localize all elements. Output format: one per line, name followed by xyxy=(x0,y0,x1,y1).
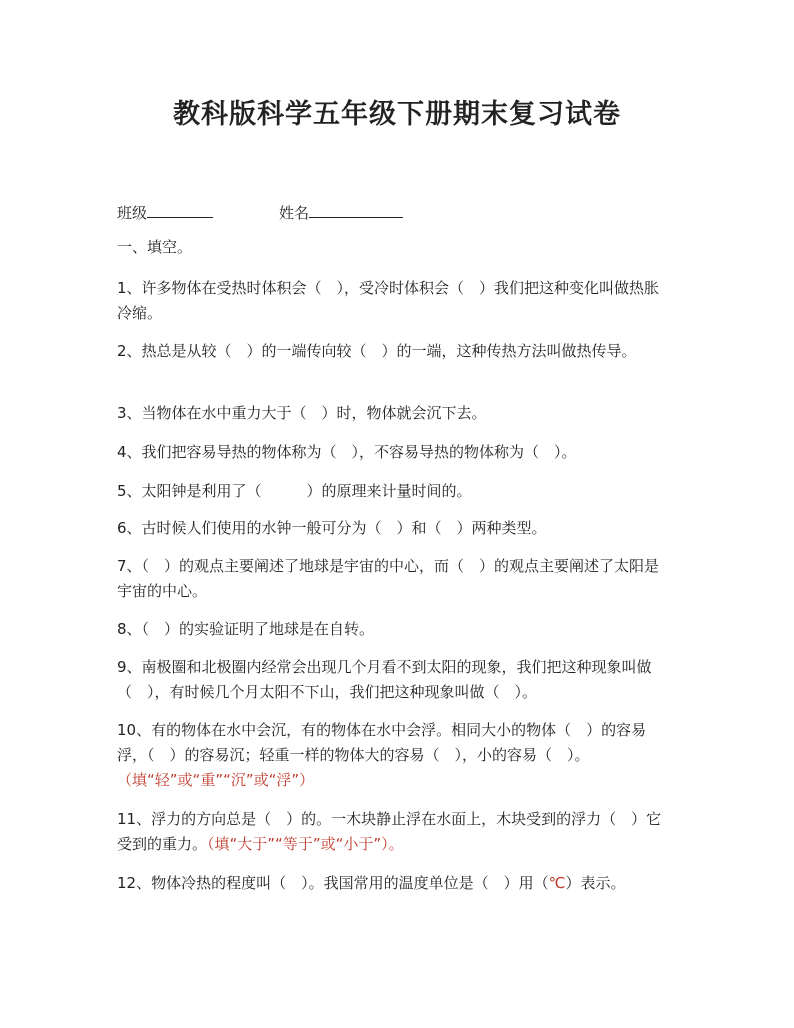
question-text: 11、浮力的方向总是（ ）的。一木块静止浮在水面上，木块受到的浮力（ ）它受到的重力。 xyxy=(117,810,662,853)
question-text: 9、南极圈和北极圈内经常会出现几个月看不到太阳的现象，我们把这种现象叫做（ ），有时候几个月太阳不下山，我们把这种现象叫做（ ）。 xyxy=(117,658,652,701)
question-2 xyxy=(117,339,673,364)
question-1 xyxy=(117,276,673,326)
question-3 xyxy=(117,401,673,426)
question-7 xyxy=(117,554,673,604)
name-label: 姓名 xyxy=(279,204,310,222)
question-text: 2、热总是从较（ ）的一端传向较（ ）的一端，这种传热方法叫做热传导。 xyxy=(117,342,637,360)
question-text: 12、物体冷热的程度叫（ ）。我国常用的温度单位是（ ）用（ xyxy=(117,874,549,892)
question-8 xyxy=(117,617,673,642)
question-12 xyxy=(117,871,673,896)
question-5 xyxy=(117,479,673,504)
question-text: 4、我们把容易导热的物体称为（ ），不容易导热的物体称为（ ）。 xyxy=(117,443,577,461)
question-text: 6、古时候人们使用的水钟一般可分为（ ）和（ ）两种类型。 xyxy=(117,519,547,537)
question-4 xyxy=(117,440,673,465)
question-text: 5、太阳钟是利用了（ ）的原理来计量时间的。 xyxy=(117,482,472,500)
student-info-row xyxy=(117,201,403,224)
class-label: 班级 xyxy=(117,204,148,222)
question-11 xyxy=(117,807,673,857)
temperature-unit: ℃ xyxy=(548,874,566,892)
class-blank-line[interactable] xyxy=(147,201,213,218)
question-text: 7、（ ）的观点主要阐述了地球是宇宙的中心，而（ ）的观点主要阐述了太阳是宇宙的中心。 xyxy=(117,557,660,600)
question-6 xyxy=(117,516,673,541)
question-hint: （填“轻”或“重”“沉”或“浮”） xyxy=(117,771,315,789)
page-title: 教科版科学五年级下册期末复习试卷 xyxy=(173,99,621,130)
question-hint: （填“大于”“等于”或“小于”）。 xyxy=(207,835,404,853)
question-text: 1、许多物体在受热时体积会（ ），受冷时体积会（ ）我们把这种变化叫做热胀冷缩。 xyxy=(117,279,660,322)
question-text-end: ）表示。 xyxy=(565,874,626,892)
name-blank-line[interactable] xyxy=(309,201,403,218)
question-9 xyxy=(117,655,673,705)
question-text: 3、当物体在水中重力大于（ ）时，物体就会沉下去。 xyxy=(117,404,487,422)
question-text: 10、有的物体在水中会沉，有的物体在水中会浮。相同大小的物体（ ）的容易浮，（ ）的容易沉；轻重一样的物体大的容易（ ），小的容易（ ）。 xyxy=(117,721,647,764)
question-text: 8、（ ）的实验证明了地球是在自转。 xyxy=(117,620,375,638)
question-10 xyxy=(117,718,673,793)
section-heading: 一、填空。 xyxy=(117,238,193,256)
